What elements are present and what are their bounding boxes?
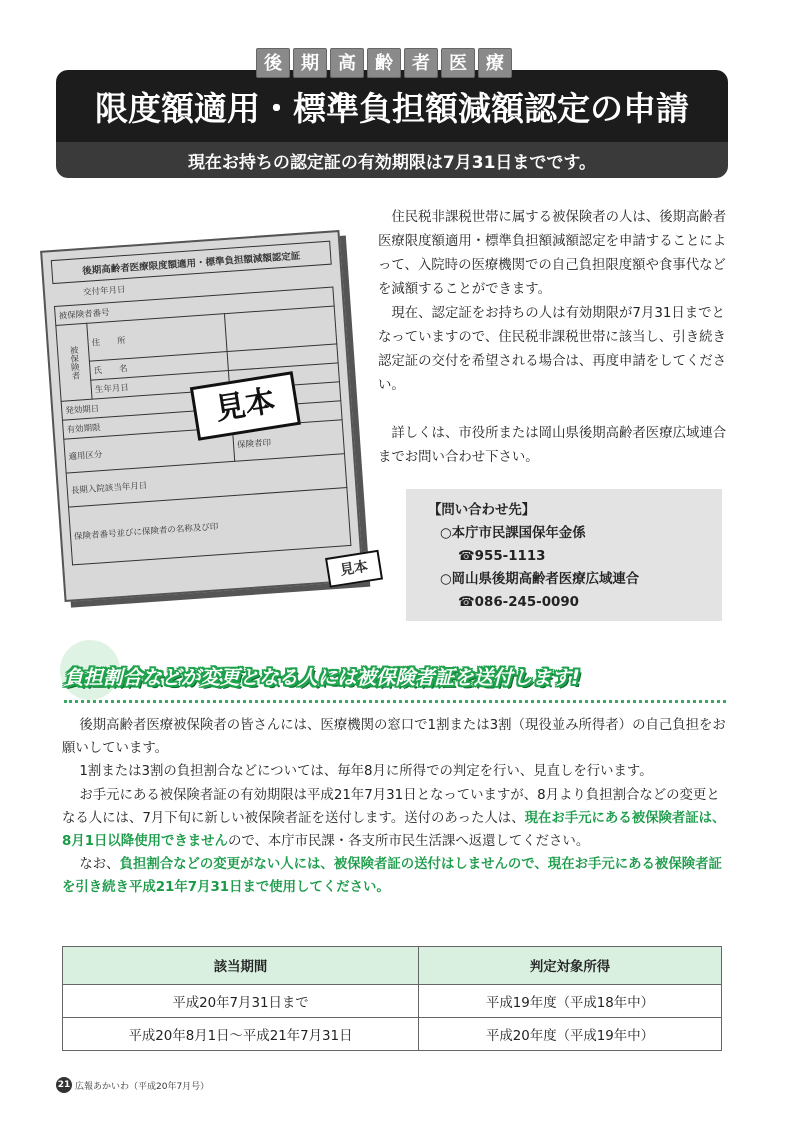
section-body <box>62 714 728 900</box>
contact-org: ○岡山県後期高齢者医療広域連合 <box>440 572 640 587</box>
contact-phone: ☎955-1113 <box>458 549 546 564</box>
table-header: 該当期間 <box>63 947 419 985</box>
intro-text <box>378 206 730 470</box>
table-row <box>63 1018 722 1051</box>
certificate-issue-date: 交付年月日 <box>82 285 126 298</box>
contact-box <box>406 489 722 621</box>
table-cell: 平成20年8月1日〜平成21年7月31日 <box>63 1018 419 1051</box>
cert-birth: 生年月日 <box>91 371 230 400</box>
highlight-text: 負担割合などの変更がない人には、被保険者証の送付はしませんので、現在お手元にある被保険者証を引き続き平成21年7月31日まで使用してください。 <box>62 857 722 896</box>
kicker-char: 後 <box>256 48 290 78</box>
page-number: 21 <box>56 1077 72 1093</box>
body-text: ので、本庁市民課・各支所市民生活課へ返還してください。 <box>227 834 590 850</box>
cert-category: 適用区分 <box>64 427 235 473</box>
kicker-char: 高 <box>330 48 364 78</box>
kicker-char: 療 <box>478 48 512 78</box>
subtitle-bar <box>56 142 728 178</box>
contact-org: ○本庁市民課国保年金係 <box>440 526 586 541</box>
table-cell: 平成20年度（平成19年中） <box>419 1018 722 1051</box>
intro-paragraph: 現在、認定証をお持ちの人は有効期限が7月31日までとなっていますので、住民税非課税世帯に該当し、引き続き認定証の交付を希望される場合は、再度申請をしてください。 <box>378 306 727 393</box>
page-footer <box>56 1077 209 1093</box>
cert-insured-no: 被保険者番号 <box>55 287 335 325</box>
table-cell: 平成19年度（平成18年中） <box>419 985 722 1018</box>
cert-long-term: 長期入院該当年月日 <box>66 454 347 507</box>
table-row <box>63 985 722 1018</box>
title-bar <box>56 70 728 142</box>
certificate-title: 後期高齢者医療限度額適用・標準負担額減額認定証 <box>51 241 332 284</box>
body-paragraph: 1割または3割の負担割合などについては、毎年8月に所得での判定を行い、見直しを行います。 <box>79 764 653 780</box>
body-text: なお、 <box>79 857 120 873</box>
cert-name: 氏 名 <box>89 352 228 381</box>
table-header-row <box>63 947 722 985</box>
kicker-char: 齢 <box>367 48 401 78</box>
highlight-text: 現在お手元にある被保険者証は、8月1日以降使用できません <box>62 810 726 850</box>
body-text: お手元にある被保険者証の有効期限は平成21年7月31日となっていますが、8月より負担割合などの変更となる人には、7月下旬に新しい被保険者証を送付します。送付のあった人は、 <box>62 787 720 826</box>
sample-stamp-large: 見本 <box>190 371 301 441</box>
section-heading: 負担割合などが変更となる人には被保険者証を送付します! <box>64 666 580 689</box>
cert-insured-side: 被保険者 <box>56 323 92 401</box>
dotted-divider <box>64 700 726 703</box>
cert-start: 発効期日 <box>61 390 231 421</box>
contact-heading: 【問い合わせ先】 <box>428 503 536 518</box>
page-title: 限度額適用・標準負担額減額認定の申請 <box>95 88 689 128</box>
cert-address: 住 所 <box>87 314 227 362</box>
table-header: 判定対象所得 <box>419 947 722 985</box>
kicker-char: 者 <box>404 48 438 78</box>
kicker-char: 期 <box>293 48 327 78</box>
table-cell: 平成20年7月31日まで <box>63 985 419 1018</box>
period-table <box>62 946 722 1051</box>
body-paragraph: 後期高齢者医療被保険者の皆さんには、医療機関の窓口で1割または3割（現役並み所得者）の自己負担をお願いしています。 <box>62 718 726 757</box>
page-subtitle: 現在お持ちの認定証の有効期限は7月31日までです。 <box>187 152 597 173</box>
certificate-card <box>40 230 370 602</box>
header-kicker <box>256 48 512 78</box>
sample-stamp-small: 見本 <box>325 550 383 588</box>
certificate-sample-image <box>40 212 370 607</box>
intro-paragraph: 住民税非課税世帯に属する被保険者の人は、後期高齢者医療限度額適用・標準負担額減額認定を申請することによって、入院時の医療機関での自己負担限度額や食事代などを減額することができます。 <box>378 210 727 297</box>
intro-paragraph: 詳しくは、市役所または岡山県後期高齢者医療広域連合までお問い合わせ下さい。 <box>378 426 727 465</box>
cert-insurer-info: 保険者番号並びに保険者の名称及び印 <box>69 488 351 565</box>
cert-insurer-seal: 保険者印 <box>232 420 344 462</box>
cert-expiry: 有効期限 <box>62 408 232 439</box>
contact-phone: ☎086-245-0090 <box>458 595 579 610</box>
body-paragraph <box>62 784 728 854</box>
body-paragraph <box>62 853 728 899</box>
kicker-char: 医 <box>441 48 475 78</box>
publication-name: 広報あかいわ（平成20年7月号） <box>75 1081 210 1092</box>
